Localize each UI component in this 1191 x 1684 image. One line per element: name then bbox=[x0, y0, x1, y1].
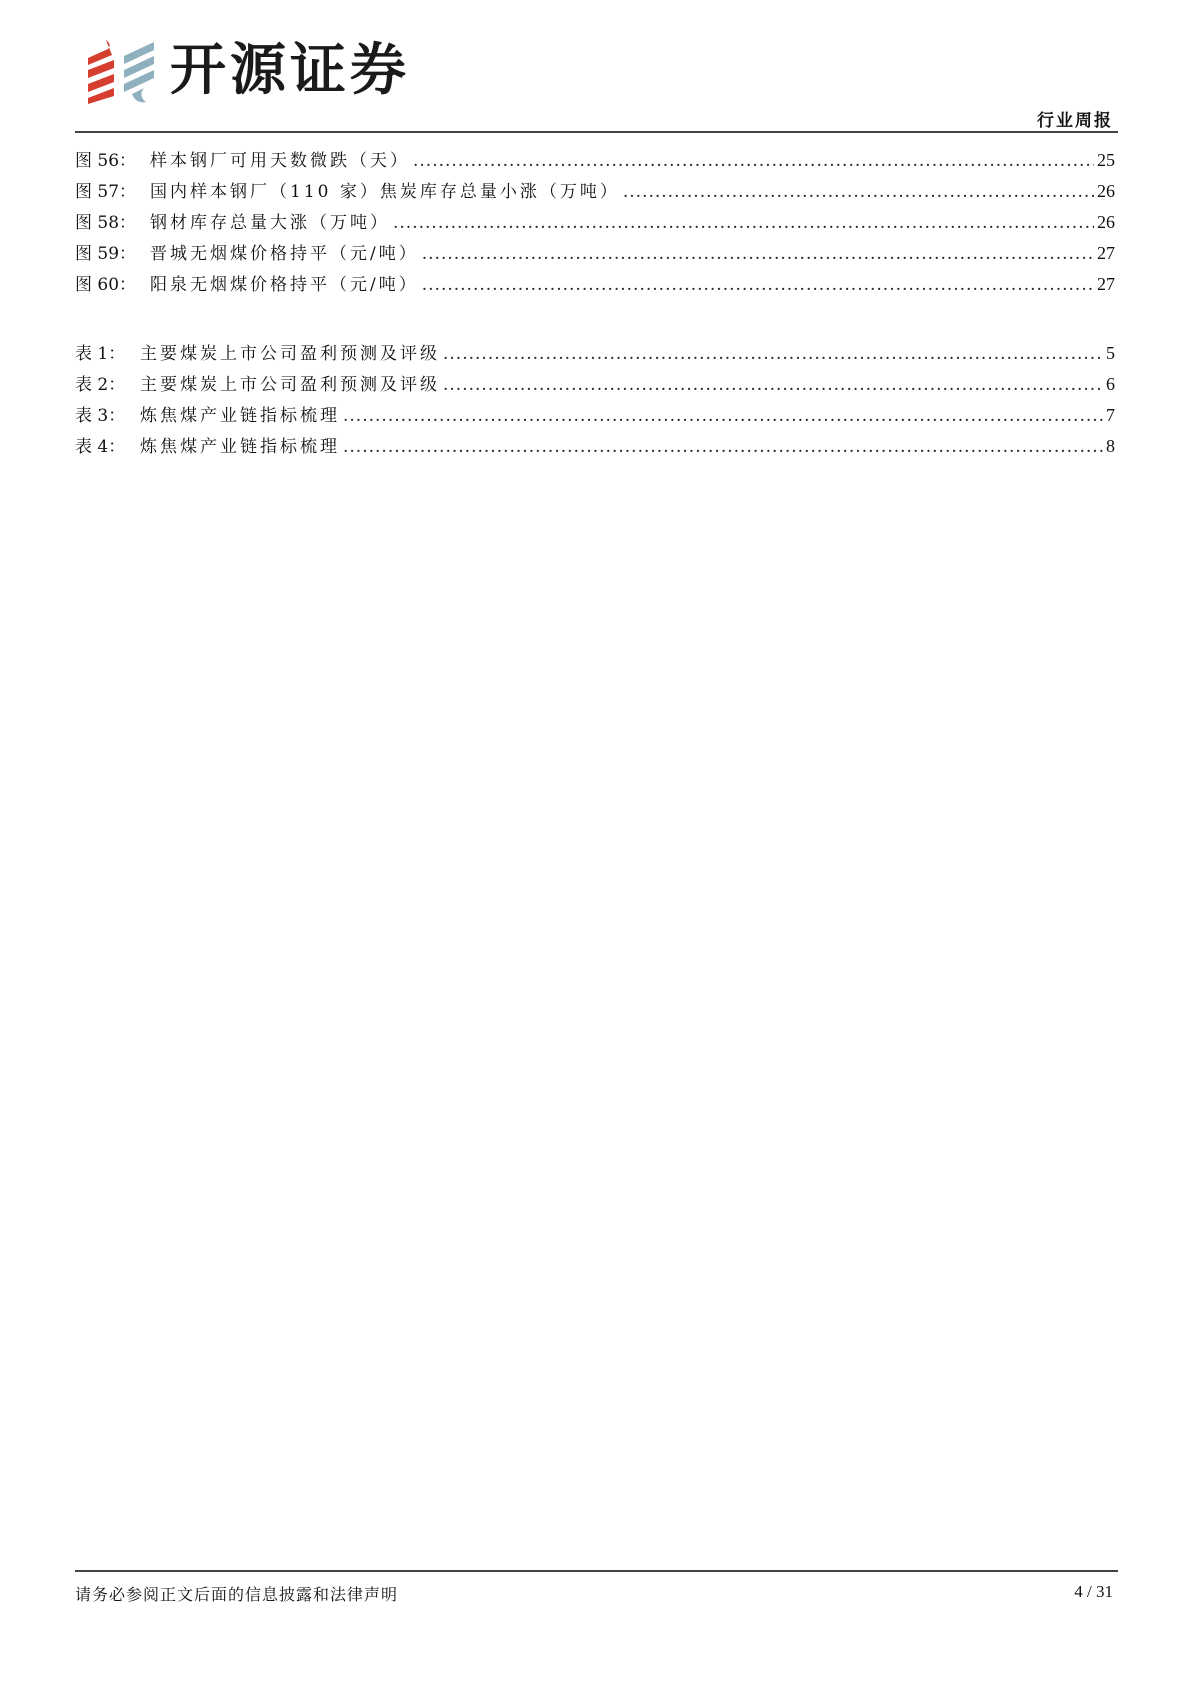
table-list bbox=[75, 339, 1115, 463]
leader-dots bbox=[443, 375, 1103, 395]
toc-entry-table3[interactable]: 表 3： 炼焦煤产业链指标梳理 ..... 7 bbox=[75, 401, 1115, 432]
page-number: 4 / 31 bbox=[1074, 1582, 1113, 1601]
leader-dots bbox=[413, 151, 1094, 171]
leader-dots bbox=[422, 275, 1094, 295]
figure-list bbox=[75, 146, 1115, 301]
toc-entry-fig59[interactable]: 图 59： 晋城无烟煤价格持平（元/吨） ..... 27 bbox=[75, 239, 1115, 270]
leader-dots bbox=[443, 344, 1103, 364]
leader-dots bbox=[422, 244, 1094, 264]
toc-entry-fig60[interactable]: 图 60： 阳泉无烟煤价格持平（元/吨） ..... 27 bbox=[75, 270, 1115, 301]
report-type: 行业周报 bbox=[1037, 111, 1113, 131]
leader-dots bbox=[393, 213, 1094, 233]
toc-entry-fig58[interactable]: 图 58： 钢材库存总量大涨（万吨） ..... 26 bbox=[75, 208, 1115, 239]
leader-dots bbox=[623, 182, 1094, 202]
toc-entry-fig56[interactable]: 图 56： 样本钢厂可用天数微跌（天） ..... 25 bbox=[75, 146, 1115, 177]
company-logo-icon bbox=[88, 38, 168, 108]
toc-entry-fig57[interactable]: 图 57： 国内样本钢厂（110 家）焦炭库存总量小涨（万吨） ..... 26 bbox=[75, 177, 1115, 208]
brand-name: 开源证券 bbox=[170, 38, 410, 103]
toc-entry-table1[interactable]: 表 1： 主要煤炭上市公司盈利预测及评级 ..... 5 bbox=[75, 339, 1115, 370]
footer-rule bbox=[75, 1570, 1118, 1572]
leader-dots bbox=[343, 437, 1103, 457]
toc-entry-table2[interactable]: 表 2： 主要煤炭上市公司盈利预测及评级 ..... 6 bbox=[75, 370, 1115, 401]
header-rule bbox=[75, 131, 1118, 133]
leader-dots bbox=[343, 406, 1103, 426]
toc-entry-table4[interactable]: 表 4： 炼焦煤产业链指标梳理 ..... 8 bbox=[75, 432, 1115, 463]
footer-disclaimer: 请务必参阅正文后面的信息披露和法律声明 bbox=[75, 1585, 399, 1604]
